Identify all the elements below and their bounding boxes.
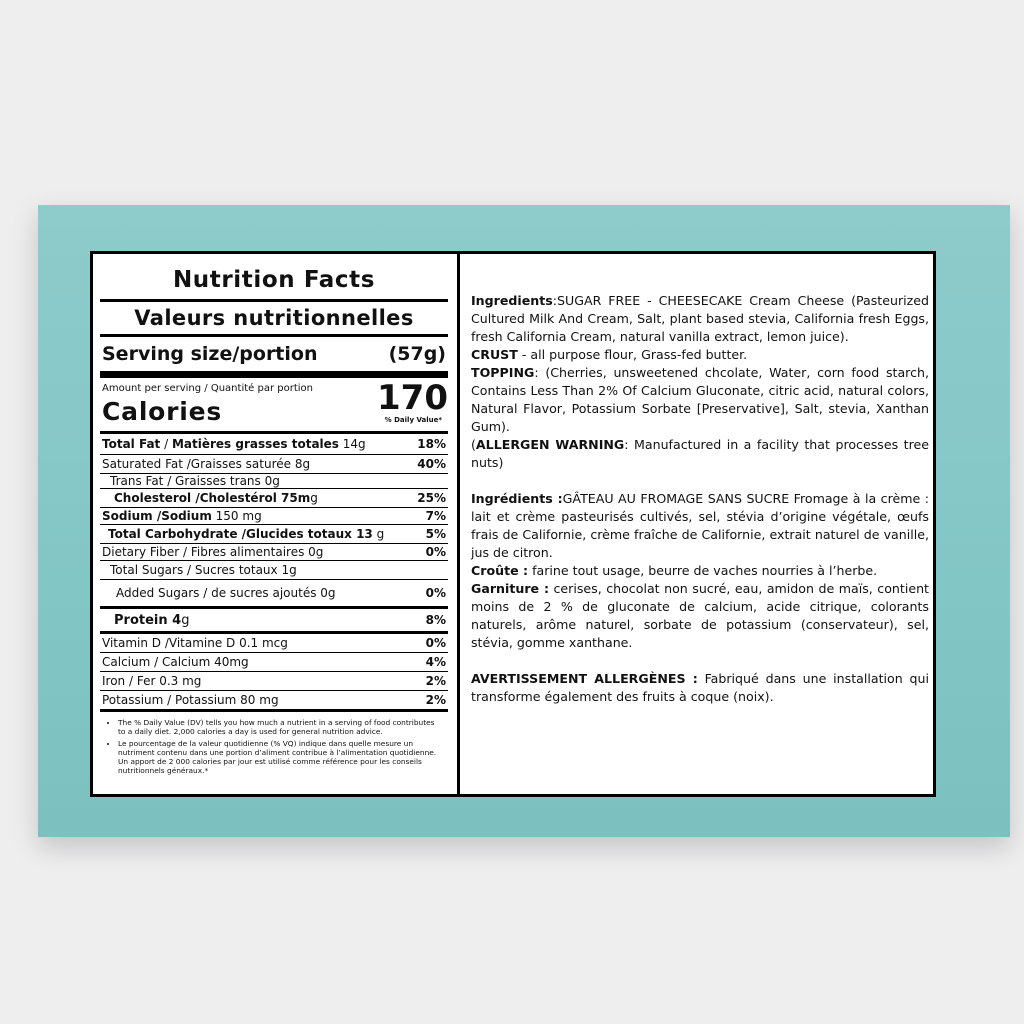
- nutrient-daily-value: 4%: [425, 655, 446, 669]
- crust-label: CRUST: [471, 347, 518, 362]
- nutrient-label: [102, 586, 336, 600]
- nutrient-amount: 150 mg: [211, 509, 262, 523]
- nutrition-title-en: Nutrition Facts: [172, 267, 376, 293]
- calories-value: 170: [377, 378, 448, 418]
- ingredients-en-text: :SUGAR FREE - CHEESECAKE Cream Cheese (Pasteurized Cultured Milk And Cream, Salt, plant based stevia, California fresh Eggs, fresh California Cream, natural vanilla extract, lemon juice).: [471, 293, 929, 344]
- croute-text: farine tout usage, beurre de vaches nourries à l’herbe.: [528, 563, 878, 578]
- garniture-label: Garniture :: [471, 581, 549, 596]
- nutrient-label-rest: Added Sugars / de sucres ajoutés 0g: [116, 586, 336, 600]
- ingredients-fr-label: Ingrédients :: [471, 491, 563, 506]
- ingredients-en: [471, 292, 929, 346]
- nutrient-label-bold: Sodium /Sodium: [102, 509, 212, 523]
- nutrient-daily-value: 0%: [425, 586, 446, 600]
- garniture-text: cerises, chocolat non sucré, eau, amidon de maïs, contient moins de 2 % de gluconate de calcium, acide citrique, colorants naturels, arôme naturel, sorbate de potassium (conservateur), sel, stévia, gomme xanthane.: [471, 581, 929, 650]
- nutrient-label: [102, 563, 297, 577]
- ingredients-text: [471, 292, 929, 706]
- label-panel: [90, 251, 936, 797]
- nutrient-row: [100, 524, 448, 543]
- nutrient-label: [102, 527, 384, 541]
- nutrient-label: [102, 491, 318, 505]
- nutrient-label: [102, 545, 323, 559]
- nutrient-row: [100, 671, 448, 690]
- nutrient-daily-value: 7%: [425, 509, 446, 523]
- serving-value: (57g): [388, 343, 446, 365]
- allergen-open: (: [471, 437, 476, 452]
- ingredients-fr: [471, 490, 929, 562]
- nutrient-label-rest: Total Sugars / Sucres totaux 1g: [110, 563, 297, 577]
- topping-text: : (Cherries, unsweetened chcolate, Water, corn food starch, Contains Less Than 2% Of Calcium Gluconate, citric acid, natural colors, Natural Flavor, Potassium Sorbate [Preservative], Salt, stevia, Xanthan Gum).: [471, 365, 929, 434]
- nutrient-amount: g: [372, 527, 385, 541]
- ingredients-en-label: Ingredients: [471, 293, 553, 308]
- nutrient-label-bold2: Matières grasses totales: [171, 437, 339, 451]
- nutrient-row: [100, 507, 448, 524]
- nutrient-daily-value: 0%: [425, 636, 446, 650]
- nutrient-daily-value: 18%: [417, 437, 446, 451]
- nutrient-label-rest: /: [160, 437, 172, 451]
- nutrient-rows: [100, 434, 448, 709]
- nutrient-daily-value: 8%: [425, 613, 446, 627]
- nutrient-label-bold: Cholesterol /Cholestérol 75m: [114, 491, 311, 505]
- nutrient-label-bold: Protein 4: [114, 612, 182, 628]
- nutrient-amount: g: [310, 491, 318, 505]
- nutrient-row: [100, 543, 448, 560]
- nutrient-amount: 14g: [338, 437, 366, 451]
- serving-size: [100, 337, 448, 371]
- nutrient-label-rest: Vitamin D /Vitamine D 0.1 mcg: [102, 636, 288, 650]
- topping-line: [471, 364, 929, 436]
- nutrient-amount: g: [181, 612, 190, 628]
- calories-label: Calories: [102, 397, 223, 426]
- panel-divider: [457, 254, 460, 794]
- avertissement-label: AVERTISSEMENT ALLERGÈNES :: [471, 671, 698, 686]
- nutrient-label: [102, 613, 189, 628]
- serving-label: Serving size/portion: [102, 343, 318, 365]
- calories-block: [100, 378, 448, 431]
- croute-line: [471, 562, 929, 580]
- nutrient-label-rest: Calcium / Calcium 40mg: [102, 655, 249, 669]
- footnotes: [100, 712, 448, 775]
- nutrient-label-rest: Dietary Fiber / Fibres alimentaires 0g: [102, 545, 324, 559]
- crust-line: [471, 346, 929, 364]
- nutrient-row: [100, 690, 448, 709]
- nutrient-label-bold: Total Fat: [102, 437, 161, 451]
- nutrient-label: [102, 655, 249, 669]
- nutrition-facts-table: [93, 254, 457, 794]
- nutrient-row: [100, 652, 448, 671]
- nutrient-label-rest: Trans Fat / Graisses trans 0g: [110, 474, 280, 488]
- nutrient-row: [100, 560, 448, 579]
- topping-label: TOPPING: [471, 365, 535, 380]
- nutrient-label: [102, 674, 201, 688]
- amount-per-serving: Amount per serving / Quantité par portion: [102, 383, 313, 394]
- allergen-label: ALLERGEN WARNING: [475, 437, 625, 452]
- croute-label: Croûte :: [471, 563, 529, 578]
- crust-text: - all purpose flour, Grass-fed butter.: [517, 347, 748, 362]
- avertissement-text: Fabriqué dans une installation qui transforme également des fruits à coque (noix).: [471, 671, 929, 704]
- footnote-fr: • Le pourcentage de la valeur quotidienne (% VQ) indique dans quelle mesure un nutriment contenu dans une portion d’aliment contribue à l’alimentation quotidienne. Un apport de 2 000 calories par jour est utilisé comme référence pour les conseils nutritionnels généraux.*: [118, 739, 444, 775]
- nutrient-label-rest: Iron / Fer 0.3 mg: [102, 674, 202, 688]
- nutrient-label: [102, 437, 366, 451]
- nutrient-label: [102, 636, 288, 650]
- nutrient-daily-value: 0%: [425, 545, 446, 559]
- allergen-line: [471, 436, 929, 472]
- nutrient-daily-value: 5%: [425, 527, 446, 541]
- garniture-line: [471, 580, 929, 652]
- nutrient-label: [102, 457, 310, 471]
- nutrient-row: [100, 434, 448, 454]
- nutrient-label-rest: Saturated Fat /Graisses saturée 8g: [102, 457, 311, 471]
- nutrient-row: [100, 606, 448, 631]
- nutrient-daily-value: 2%: [425, 674, 446, 688]
- allergen-text: : Manufactured in a facility that processes tree nuts): [471, 437, 929, 470]
- nutrient-row: [100, 631, 448, 652]
- nutrient-row: [100, 579, 448, 606]
- nutrient-label: [102, 474, 280, 488]
- nutrition-title-fr: Valeurs nutritionnelles: [134, 306, 414, 330]
- daily-value-header: % Daily Value*: [384, 416, 442, 424]
- nutrient-daily-value: 40%: [417, 457, 446, 471]
- nutrient-row: [100, 488, 448, 507]
- nutrient-label: [102, 509, 262, 523]
- nutrient-label: [102, 693, 279, 707]
- nutrient-row: [100, 473, 448, 488]
- avertissement-line: [471, 670, 929, 706]
- footnote-en: • The % Daily Value (DV) tells you how much a nutrient in a serving of food contributes to a daily diet. 2,000 calories a day is used for general nutrition advice.: [118, 718, 444, 736]
- nutrient-row: [100, 454, 448, 473]
- nutrient-label-rest: Potassium / Potassium 80 mg: [102, 693, 279, 707]
- ingredients-fr-text: GÂTEAU AU FROMAGE SANS SUCRE Fromage à la crème : lait et crème pasteurisés cultivés, sel, stévia d’origine végétale, œufs frais de Californie, crème fraîche de Californie, extrait naturel de vanille, jus de citron.: [471, 491, 929, 560]
- nutrient-label-bold: Total Carbohydrate /Glucides totaux 13: [108, 527, 373, 541]
- nutrient-daily-value: 2%: [425, 693, 446, 707]
- nutrient-daily-value: 25%: [417, 491, 446, 505]
